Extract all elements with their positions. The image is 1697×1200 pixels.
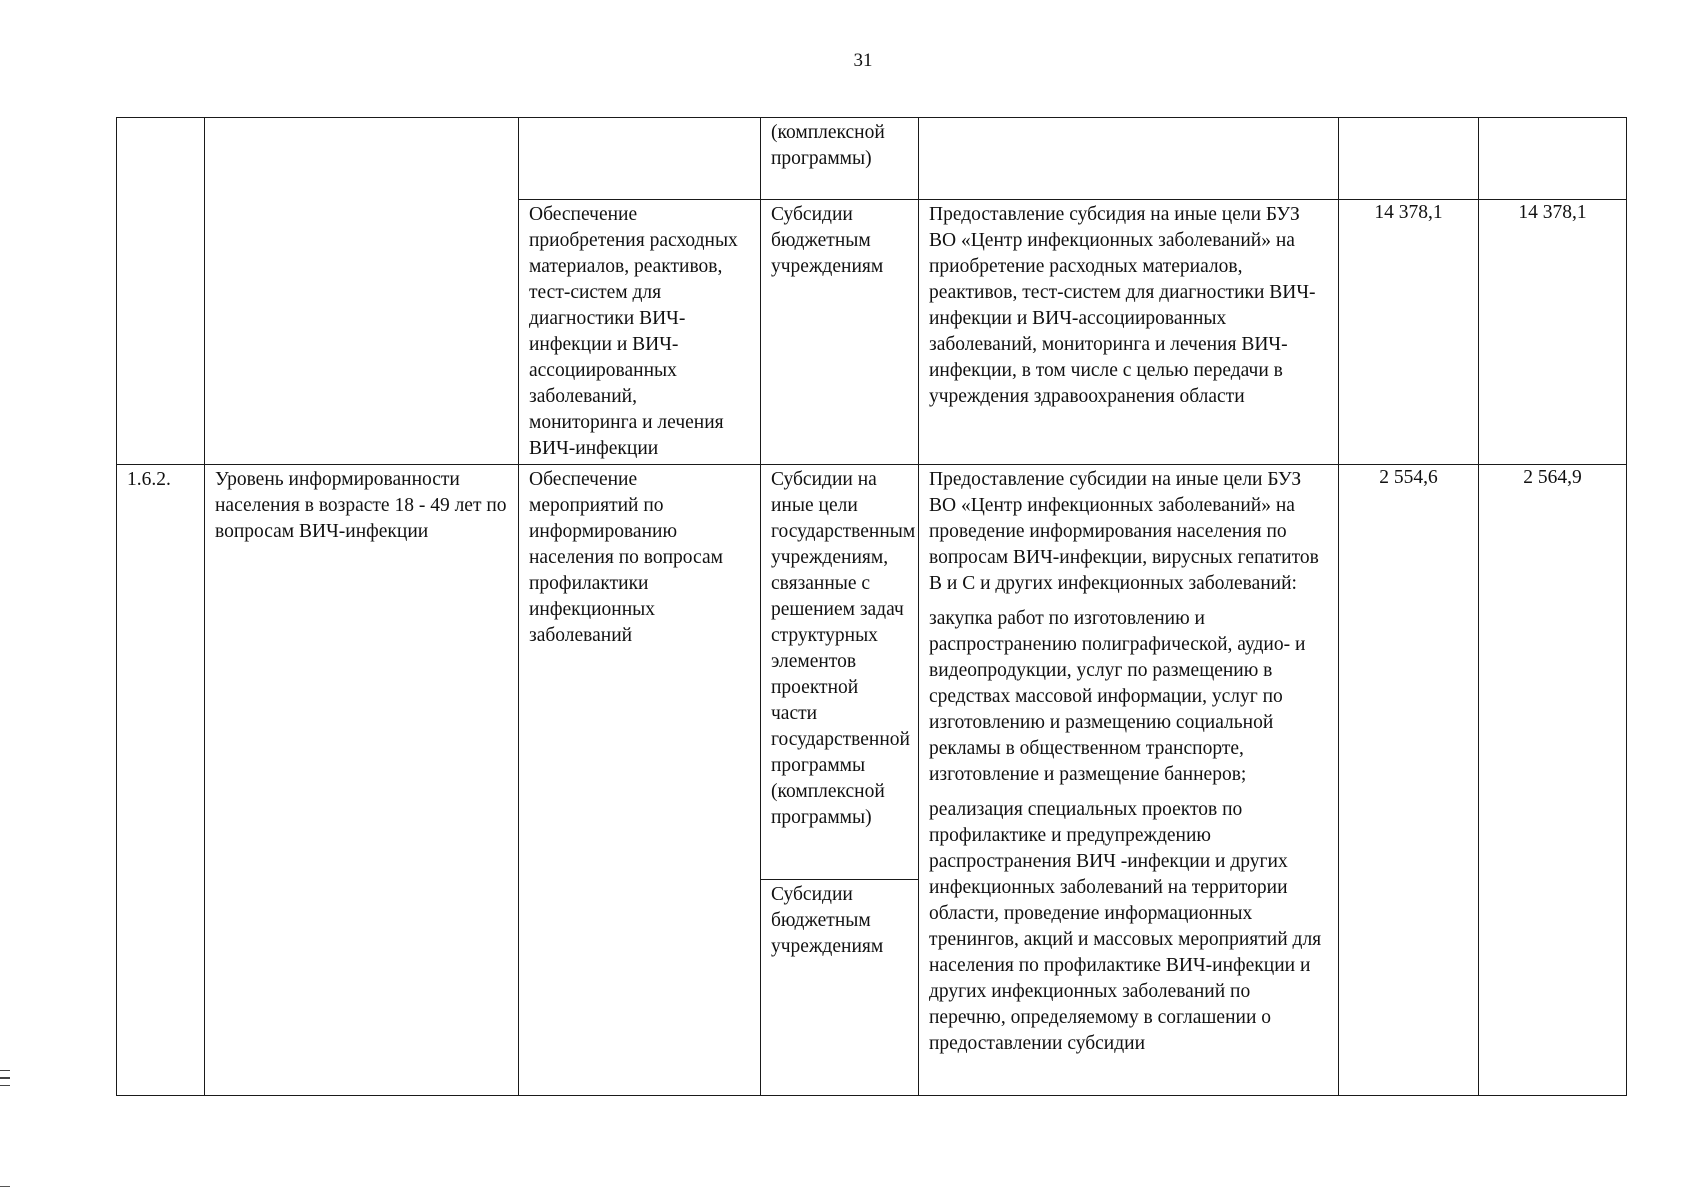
cell-number: 1.6.2. <box>117 465 205 1096</box>
scan-margin-marks <box>0 1070 10 1092</box>
cell-amount-2: 2 564,9 <box>1479 465 1627 1096</box>
cell-subsidy-type: (комплексной программы) <box>761 118 919 200</box>
cell-indicator-empty <box>205 118 519 465</box>
description-intro: Предоставление субсидии на иные цели БУЗ ВО «Центр инфекционных заболеваний» на проведение информирования населения по вопросам ВИЧ-инфекции, вирусных гепатитов В и С и других инфекционных заболеваний: <box>929 469 1319 594</box>
cell-description <box>919 465 1339 1096</box>
page-number: 31 <box>853 50 873 71</box>
cell-number-empty <box>117 118 205 465</box>
scan-margin-tick <box>0 1186 10 1187</box>
cell-subsidy-type: Субсидии на иные цели государственным учреждениям, связанные с решением задач структурных элементов проектной части государственной программы (комплексной программы) <box>761 465 919 880</box>
cell-amount-empty <box>1339 118 1479 200</box>
cell-amount-1: 2 554,6 <box>1339 465 1479 1096</box>
cell-amount-1: 14 378,1 <box>1339 200 1479 465</box>
cell-measure-empty <box>519 118 761 200</box>
description-item: закупка работ по изготовлению и распространению полиграфической, аудио- и видеопродукции, услуг по размещению в средствах массовой информации, услуг по изготовлению и размещению социальной рекламы в общественном транспорте, изготовление и размещение баннеров; <box>929 608 1306 785</box>
cell-amount-2: 14 378,1 <box>1479 200 1627 465</box>
program-table <box>116 117 1627 1096</box>
cell-measure: Обеспечение мероприятий по информированию населения по вопросам профилактики инфекционных заболеваний <box>519 465 761 1096</box>
cell-subsidy-type: Субсидии бюджетным учреждениям <box>761 200 919 465</box>
cell-amount-empty <box>1479 118 1627 200</box>
cell-description-empty <box>919 118 1339 200</box>
table-row-continuation <box>117 118 1627 200</box>
cell-subsidy-type: Субсидии бюджетным учреждениям <box>761 880 919 1096</box>
cell-indicator: Уровень информированности населения в возрасте 18 - 49 лет по вопросам ВИЧ-инфекции <box>205 465 519 1096</box>
cell-description: Предоставление субсидия на иные цели БУЗ ВО «Центр инфекционных заболеваний» на приобретение расходных материалов, реактивов, тест-систем для диагностики ВИЧ-инфекции и ВИЧ-ассоциированных заболеваний, мониторинга и лечения ВИЧ-инфекции, в том числе с целью передачи в учреждения здравоохранения области <box>919 200 1339 465</box>
cell-measure: Обеспечение приобретения расходных материалов, реактивов, тест-систем для диагностики ВИЧ-инфекции и ВИЧ-ассоциированных заболеваний, мониторинга и лечения ВИЧ-инфекции <box>519 200 761 465</box>
description-item: реализация специальных проектов по профилактике и предупреждению распространения ВИЧ -инфекции и других инфекционных заболеваний на территории области, проведение информационных тренингов, акций и массовых мероприятий для населения по профилактике ВИЧ-инфекции и других инфекционных заболеваний по перечню, определяемому в соглашении о предоставлении субсидии <box>929 799 1322 1054</box>
table-row-1-6-2 <box>117 465 1627 880</box>
